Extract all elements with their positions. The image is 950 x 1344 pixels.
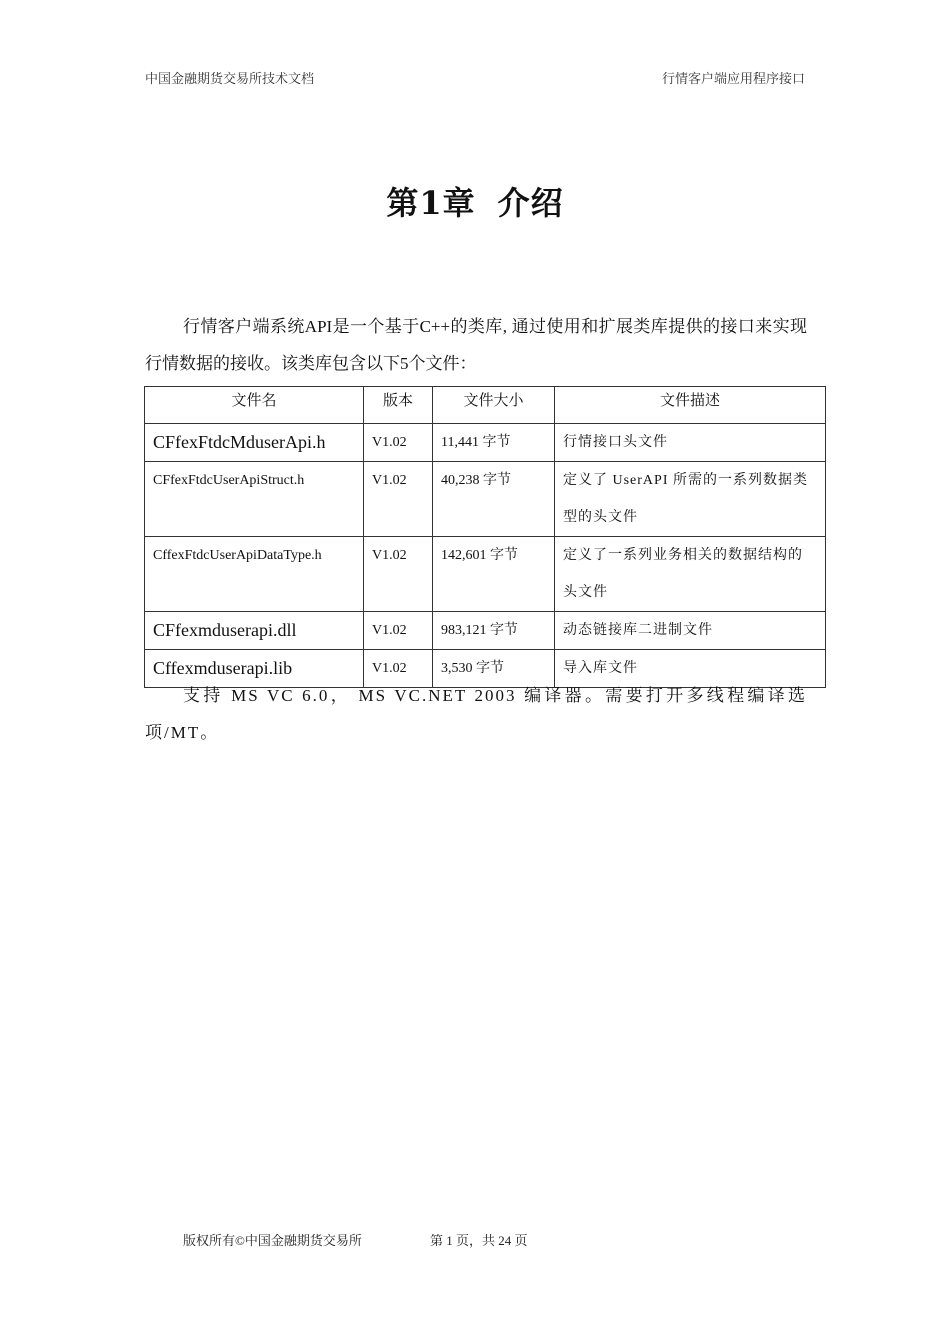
files-table: [144, 386, 826, 688]
file-version: V1.02: [364, 612, 433, 650]
chapter-heading: [0, 178, 950, 224]
file-version: V1.02: [364, 424, 433, 462]
column-header-description: 文件描述: [555, 387, 826, 424]
file-name: CffexFtdcUserApiDataType.h: [145, 537, 364, 612]
column-header-size: 文件大小: [433, 387, 555, 424]
table-row: [145, 612, 826, 650]
file-size: 142,601 字节: [433, 537, 555, 612]
table-row: [145, 537, 826, 612]
file-description: 导入库文件: [555, 650, 826, 688]
file-name: CFfexFtdcUserApiStruct.h: [145, 462, 364, 537]
header-section-title: 行情客户端应用程序接口: [661, 72, 805, 87]
footer-copyright: 版权所有©中国金融期货交易所: [183, 1233, 362, 1248]
column-header-version: 版本: [364, 387, 433, 424]
file-name: Cffexmduserapi.lib: [145, 650, 364, 688]
column-header-filename: 文件名: [145, 387, 364, 424]
chapter-title: 介绍: [497, 184, 564, 222]
chapter-number: 第1章: [386, 184, 476, 222]
header-document-title: 中国金融期货交易所技术文档: [145, 72, 315, 87]
file-size: 3,530 字节: [433, 650, 555, 688]
file-name: CFfexFtdcMduserApi.h: [145, 424, 364, 462]
file-size: 11,441 字节: [433, 424, 555, 462]
footer-page-number: 第 1 页，共 24 页: [430, 1233, 528, 1248]
file-version: V1.02: [364, 650, 433, 688]
table-row: [145, 424, 826, 462]
file-description: 动态链接库二进制文件: [555, 612, 826, 650]
file-size: 40,238 字节: [433, 462, 555, 537]
file-description: 定义了一系列业务相关的数据结构的头文件: [555, 537, 826, 612]
file-description: 定义了 UserAPI 所需的一系列数据类型的头文件: [555, 462, 826, 537]
table-row: [145, 462, 826, 537]
file-name: CFfexmduserapi.dll: [145, 612, 364, 650]
support-paragraph: 支持 MS VC 6.0， MS VC.NET 2003 编译器。需要打开多线程编译选项/MT。: [145, 686, 807, 742]
file-description: 行情接口头文件: [555, 424, 826, 462]
file-version: V1.02: [364, 462, 433, 537]
file-size: 983,121 字节: [433, 612, 555, 650]
intro-paragraph: 行情客户端系统API是一个基于C++的类库, 通过使用和扩展类库提供的接口来实现行情数据的接收。该类库包含以下5个文件：: [145, 317, 807, 373]
table-header-row: [145, 387, 826, 424]
file-version: V1.02: [364, 537, 433, 612]
